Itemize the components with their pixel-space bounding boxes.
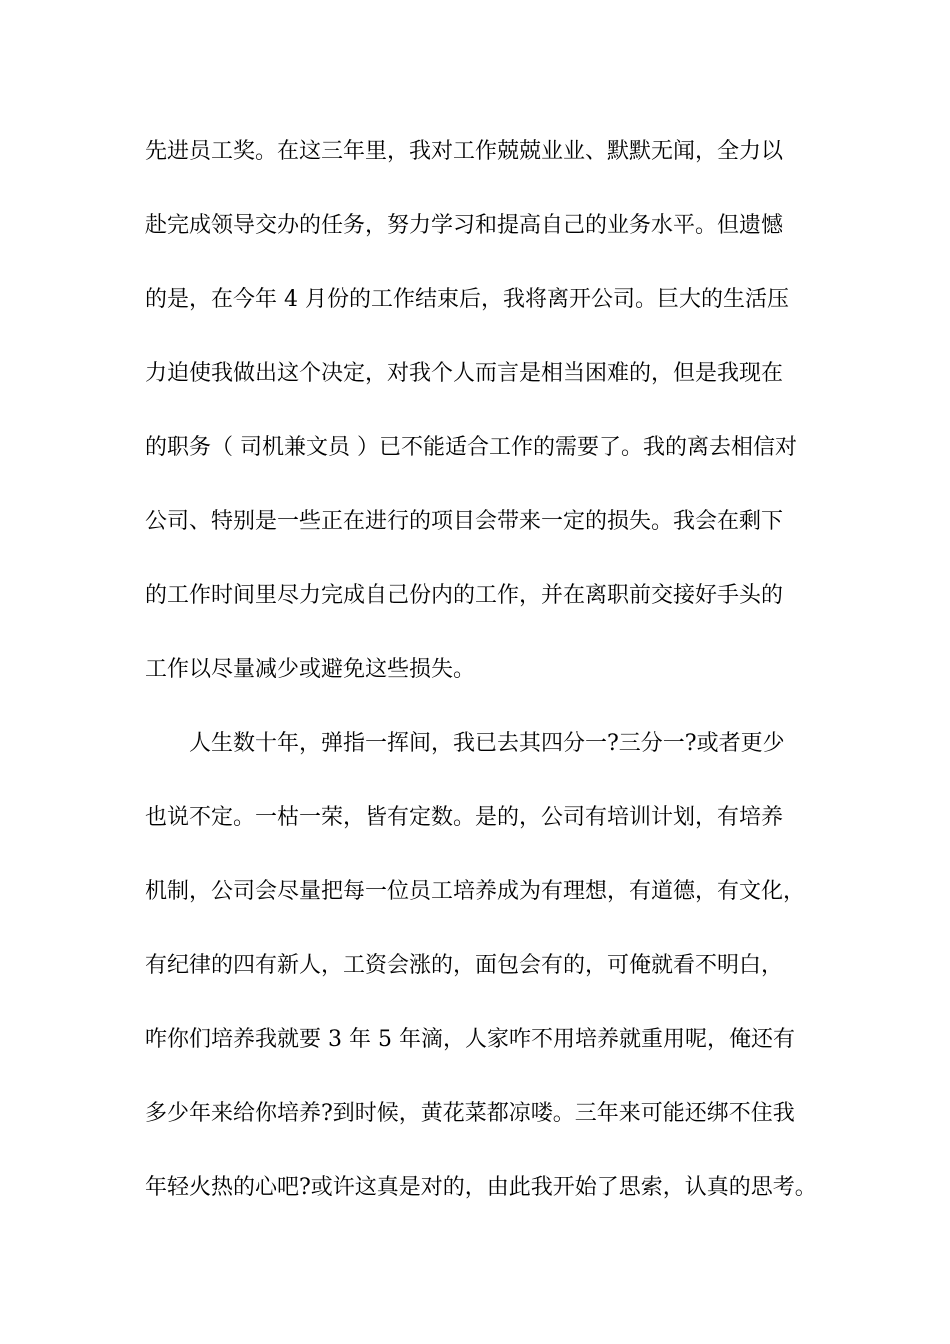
text-line-4: 力迫使我做出这个决定，对我个人而言是相当困难的，但是我现在 bbox=[145, 361, 784, 386]
text-line-15: 年轻火热的心吧?或许这真是对的，由此我开始了思索，认真的思考。 bbox=[145, 1175, 817, 1200]
text-line-14: 多少年来给你培养?到时候，黄花菜都凉喽。三年来可能还绑不住我 bbox=[145, 1101, 795, 1126]
text-line-10: 也说不定。一枯一荣，皆有定数。是的，公司有培训计划，有培养 bbox=[145, 805, 784, 830]
text-line-12: 有纪律的四有新人，工资会涨的，面包会有的，可俺就看不明白， bbox=[145, 953, 784, 978]
text-line-11: 机制，公司会尽量把每一位员工培养成为有理想，有道德，有文化， bbox=[145, 879, 806, 904]
text-line-3: 的是，在今年 4 月份的工作结束后，我将离开公司。巨大的生活压 bbox=[145, 287, 789, 312]
text-line-8: 工作以尽量减少或避免这些损失。 bbox=[145, 657, 476, 682]
text-line-6: 公司、特别是一些正在进行的项目会带来一定的损失。我会在剩下 bbox=[145, 509, 784, 534]
text-line-2: 赴完成领导交办的任务，努力学习和提高自己的业务水平。但遗憾 bbox=[145, 213, 784, 238]
text-line-13: 咋你们培养我就要 3 年 5 年滴，人家咋不用培养就重用呢，俺还有 bbox=[145, 1027, 795, 1052]
text-line-7: 的工作时间里尽力完成自己份内的工作，并在离职前交接好手头的 bbox=[145, 583, 784, 608]
document-body bbox=[145, 130, 825, 1240]
text-line-1: 先进员工奖。在这三年里，我对工作兢兢业业、默默无闻，全力以 bbox=[145, 139, 784, 164]
text-line-9: 人生数十年，弹指一挥间，我已去其四分一?三分一?或者更少 bbox=[189, 731, 785, 756]
text-line-5: 的职务（ 司机兼文员 ）已不能适合工作的需要了。我的离去相信对 bbox=[145, 435, 797, 460]
